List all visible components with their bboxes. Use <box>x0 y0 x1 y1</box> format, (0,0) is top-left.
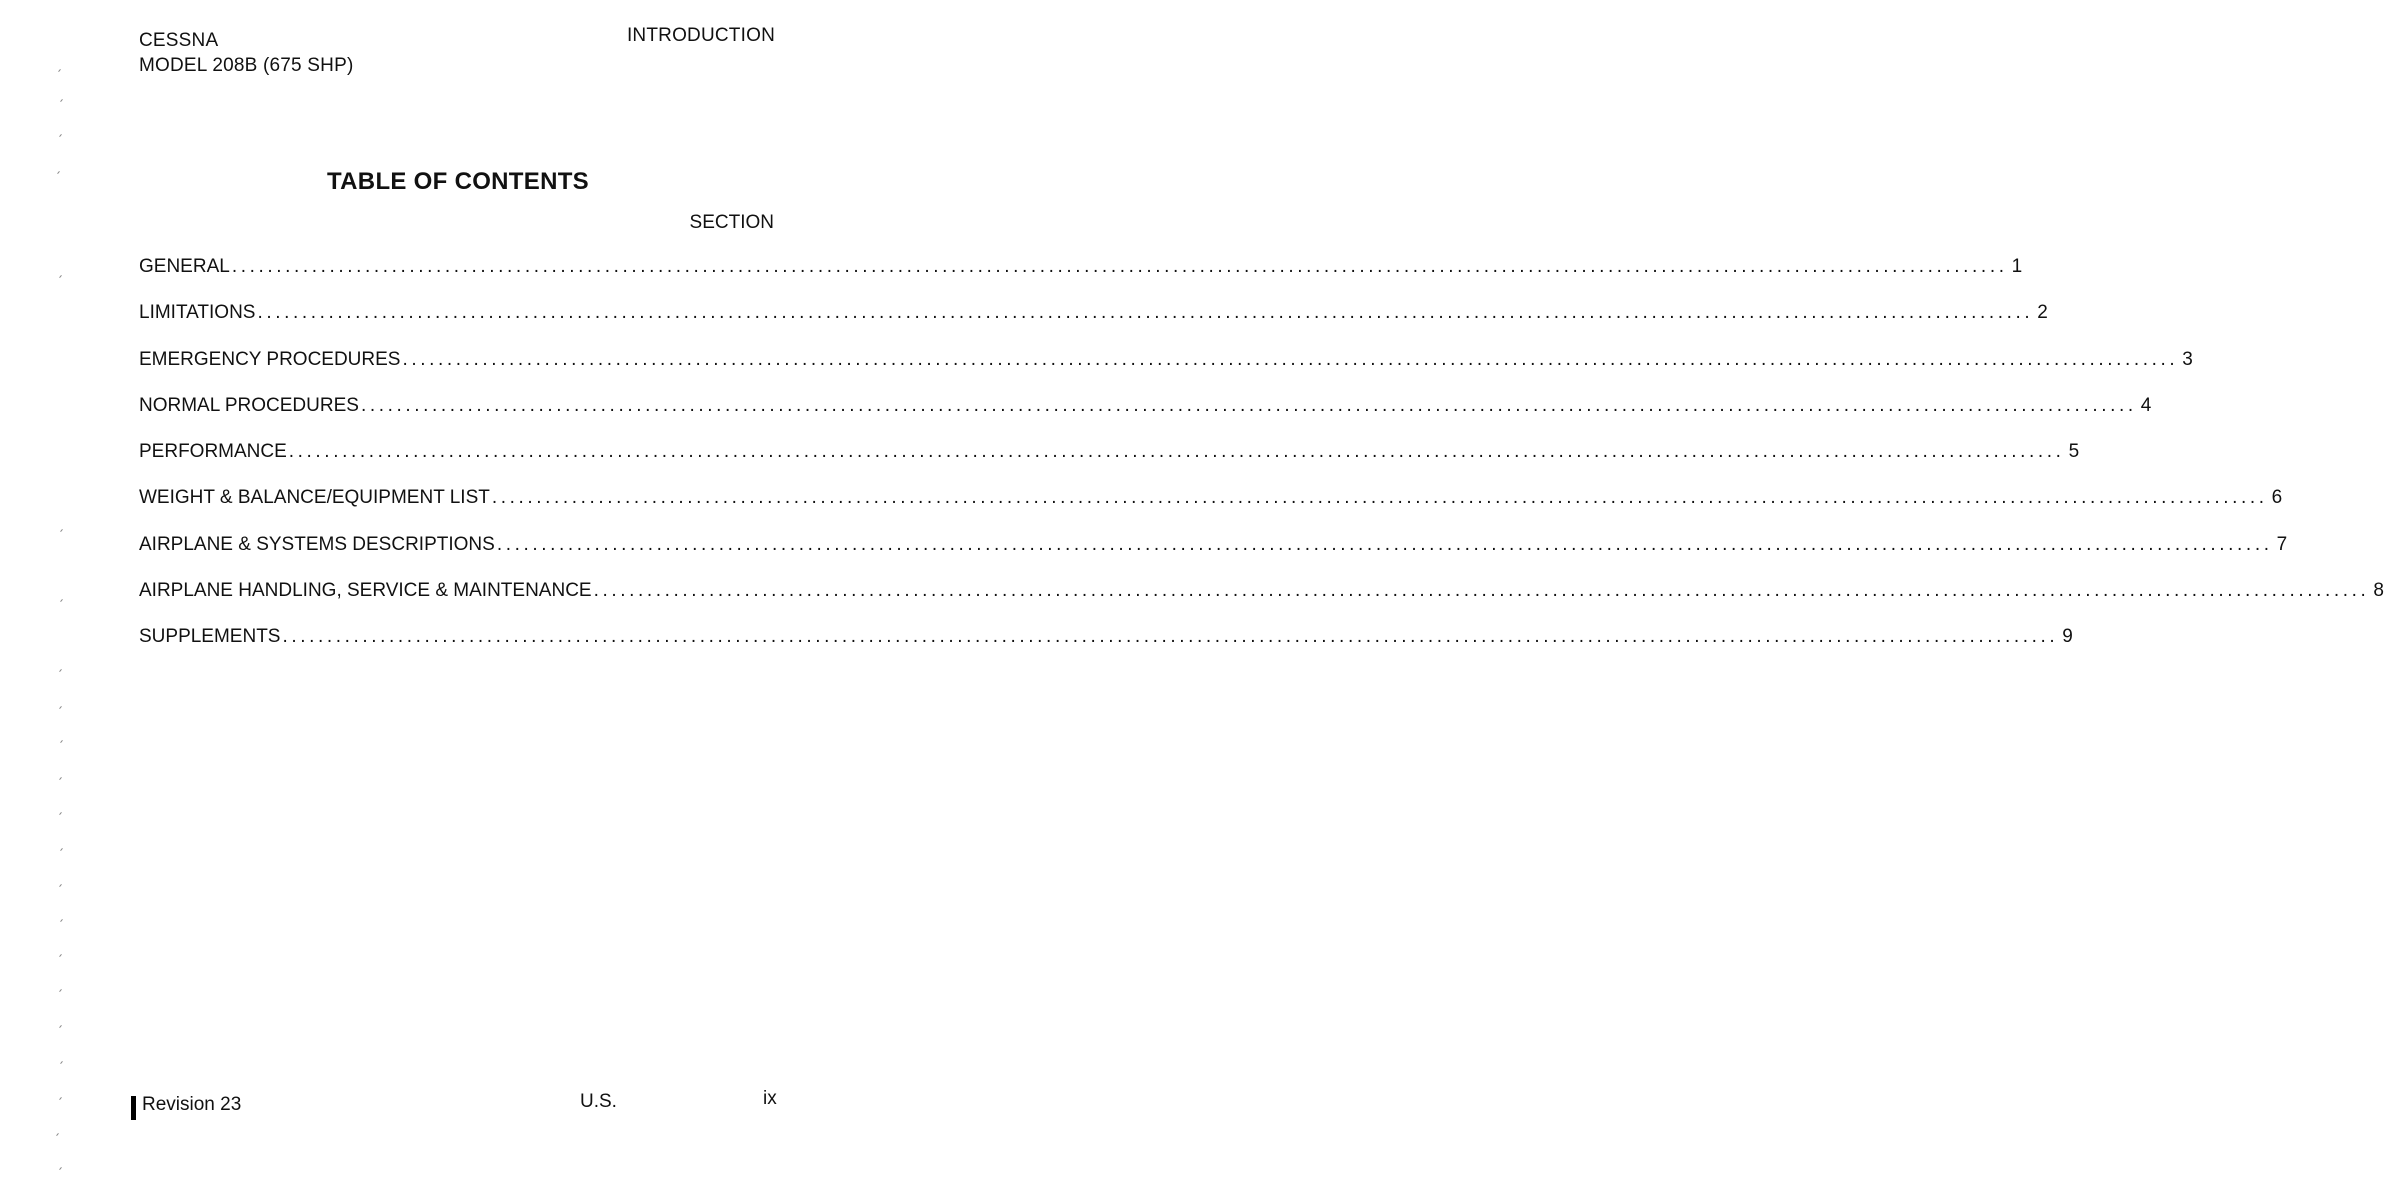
toc-section-number: 3 <box>2182 348 2193 370</box>
toc-row[interactable] <box>139 302 2048 348</box>
scan-speck <box>59 777 62 780</box>
scan-speck <box>56 1133 59 1136</box>
toc-label: LIMITATIONS <box>139 302 256 324</box>
page-title: TABLE OF CONTENTS <box>327 168 589 195</box>
scan-speck <box>59 706 62 709</box>
toc-label: WEIGHT & BALANCE/EQUIPMENT LIST <box>139 487 490 509</box>
toc-row[interactable] <box>139 487 2283 533</box>
scan-speck <box>59 1097 62 1100</box>
toc-label: EMERGENCY PROCEDURES <box>139 348 401 370</box>
scan-speck <box>59 669 62 672</box>
toc-section-number: 9 <box>2062 626 2073 648</box>
toc-row[interactable] <box>139 533 2288 580</box>
scan-speck <box>59 1025 62 1028</box>
toc-label: AIRPLANE HANDLING, SERVICE & MAINTENANCE <box>139 580 592 602</box>
toc-row[interactable] <box>139 256 2023 302</box>
scan-speck <box>59 275 62 278</box>
scan-speck <box>60 848 63 851</box>
dot-leader: ........................................................................................................................................................................................................ <box>288 441 2065 463</box>
scan-speck <box>60 1061 63 1064</box>
dot-leader: ........................................................................................................................................................................................................ <box>491 487 2268 509</box>
section-column-header: SECTION <box>689 212 774 233</box>
header-chapter: INTRODUCTION <box>626 25 775 46</box>
scan-speck <box>59 134 62 137</box>
toc-label: NORMAL PROCEDURES <box>139 394 359 416</box>
scan-speck <box>59 989 62 992</box>
header-manufacturer: CESSNA <box>139 30 219 51</box>
footer-region: U.S. <box>580 1091 617 1112</box>
scan-speck <box>60 99 63 102</box>
toc-section-number: 1 <box>2011 256 2023 277</box>
scan-speck <box>58 69 61 72</box>
footer-page-number: ix <box>763 1088 777 1109</box>
scan-speck <box>59 812 62 815</box>
header-model: MODEL 208B (675 SHP) <box>139 55 354 76</box>
dot-leader: ........................................................................................................................................................................................................ <box>257 302 2034 324</box>
toc-section-number: 6 <box>2271 487 2283 509</box>
toc-row[interactable] <box>139 580 2384 626</box>
table-of-contents <box>139 256 2384 673</box>
toc-row[interactable] <box>139 348 2193 395</box>
dot-leader: ........................................................................................................................................................................................................ <box>360 394 2137 416</box>
scan-speck <box>59 884 62 887</box>
dot-leader: ........................................................................................................................................................................................................ <box>593 580 2370 602</box>
toc-label: SUPPLEMENTS <box>139 626 281 648</box>
dot-leader: ........................................................................................................................................................................................................ <box>402 348 2179 370</box>
toc-row[interactable] <box>139 441 2080 487</box>
toc-section-number: 7 <box>2276 533 2288 555</box>
header-left <box>139 28 354 78</box>
scan-speck <box>59 954 62 957</box>
toc-section-number: 5 <box>2068 441 2080 463</box>
toc-row[interactable] <box>139 626 2073 672</box>
scan-speck <box>60 599 63 602</box>
dot-leader: ........................................................................................................................................................................................................ <box>496 533 2273 555</box>
toc-label: PERFORMANCE <box>139 441 287 463</box>
scan-speck <box>59 1167 62 1170</box>
scan-speck <box>60 740 63 743</box>
revision-change-bar <box>131 1096 136 1120</box>
dot-leader: ........................................................................................................................................................................................................ <box>282 626 2059 648</box>
footer-revision: Revision 23 <box>142 1094 242 1115</box>
toc-row[interactable] <box>139 394 2152 441</box>
toc-label: GENERAL <box>139 256 230 277</box>
dot-leader: ........................................................................................................................................................................................................ <box>231 256 2008 277</box>
toc-section-number: 2 <box>2037 302 2048 324</box>
toc-section-number: 8 <box>2373 580 2384 602</box>
toc-label: AIRPLANE & SYSTEMS DESCRIPTIONS <box>139 533 495 555</box>
scan-speck <box>60 529 63 532</box>
toc-section-number: 4 <box>2140 394 2152 416</box>
scan-speck <box>60 919 63 922</box>
